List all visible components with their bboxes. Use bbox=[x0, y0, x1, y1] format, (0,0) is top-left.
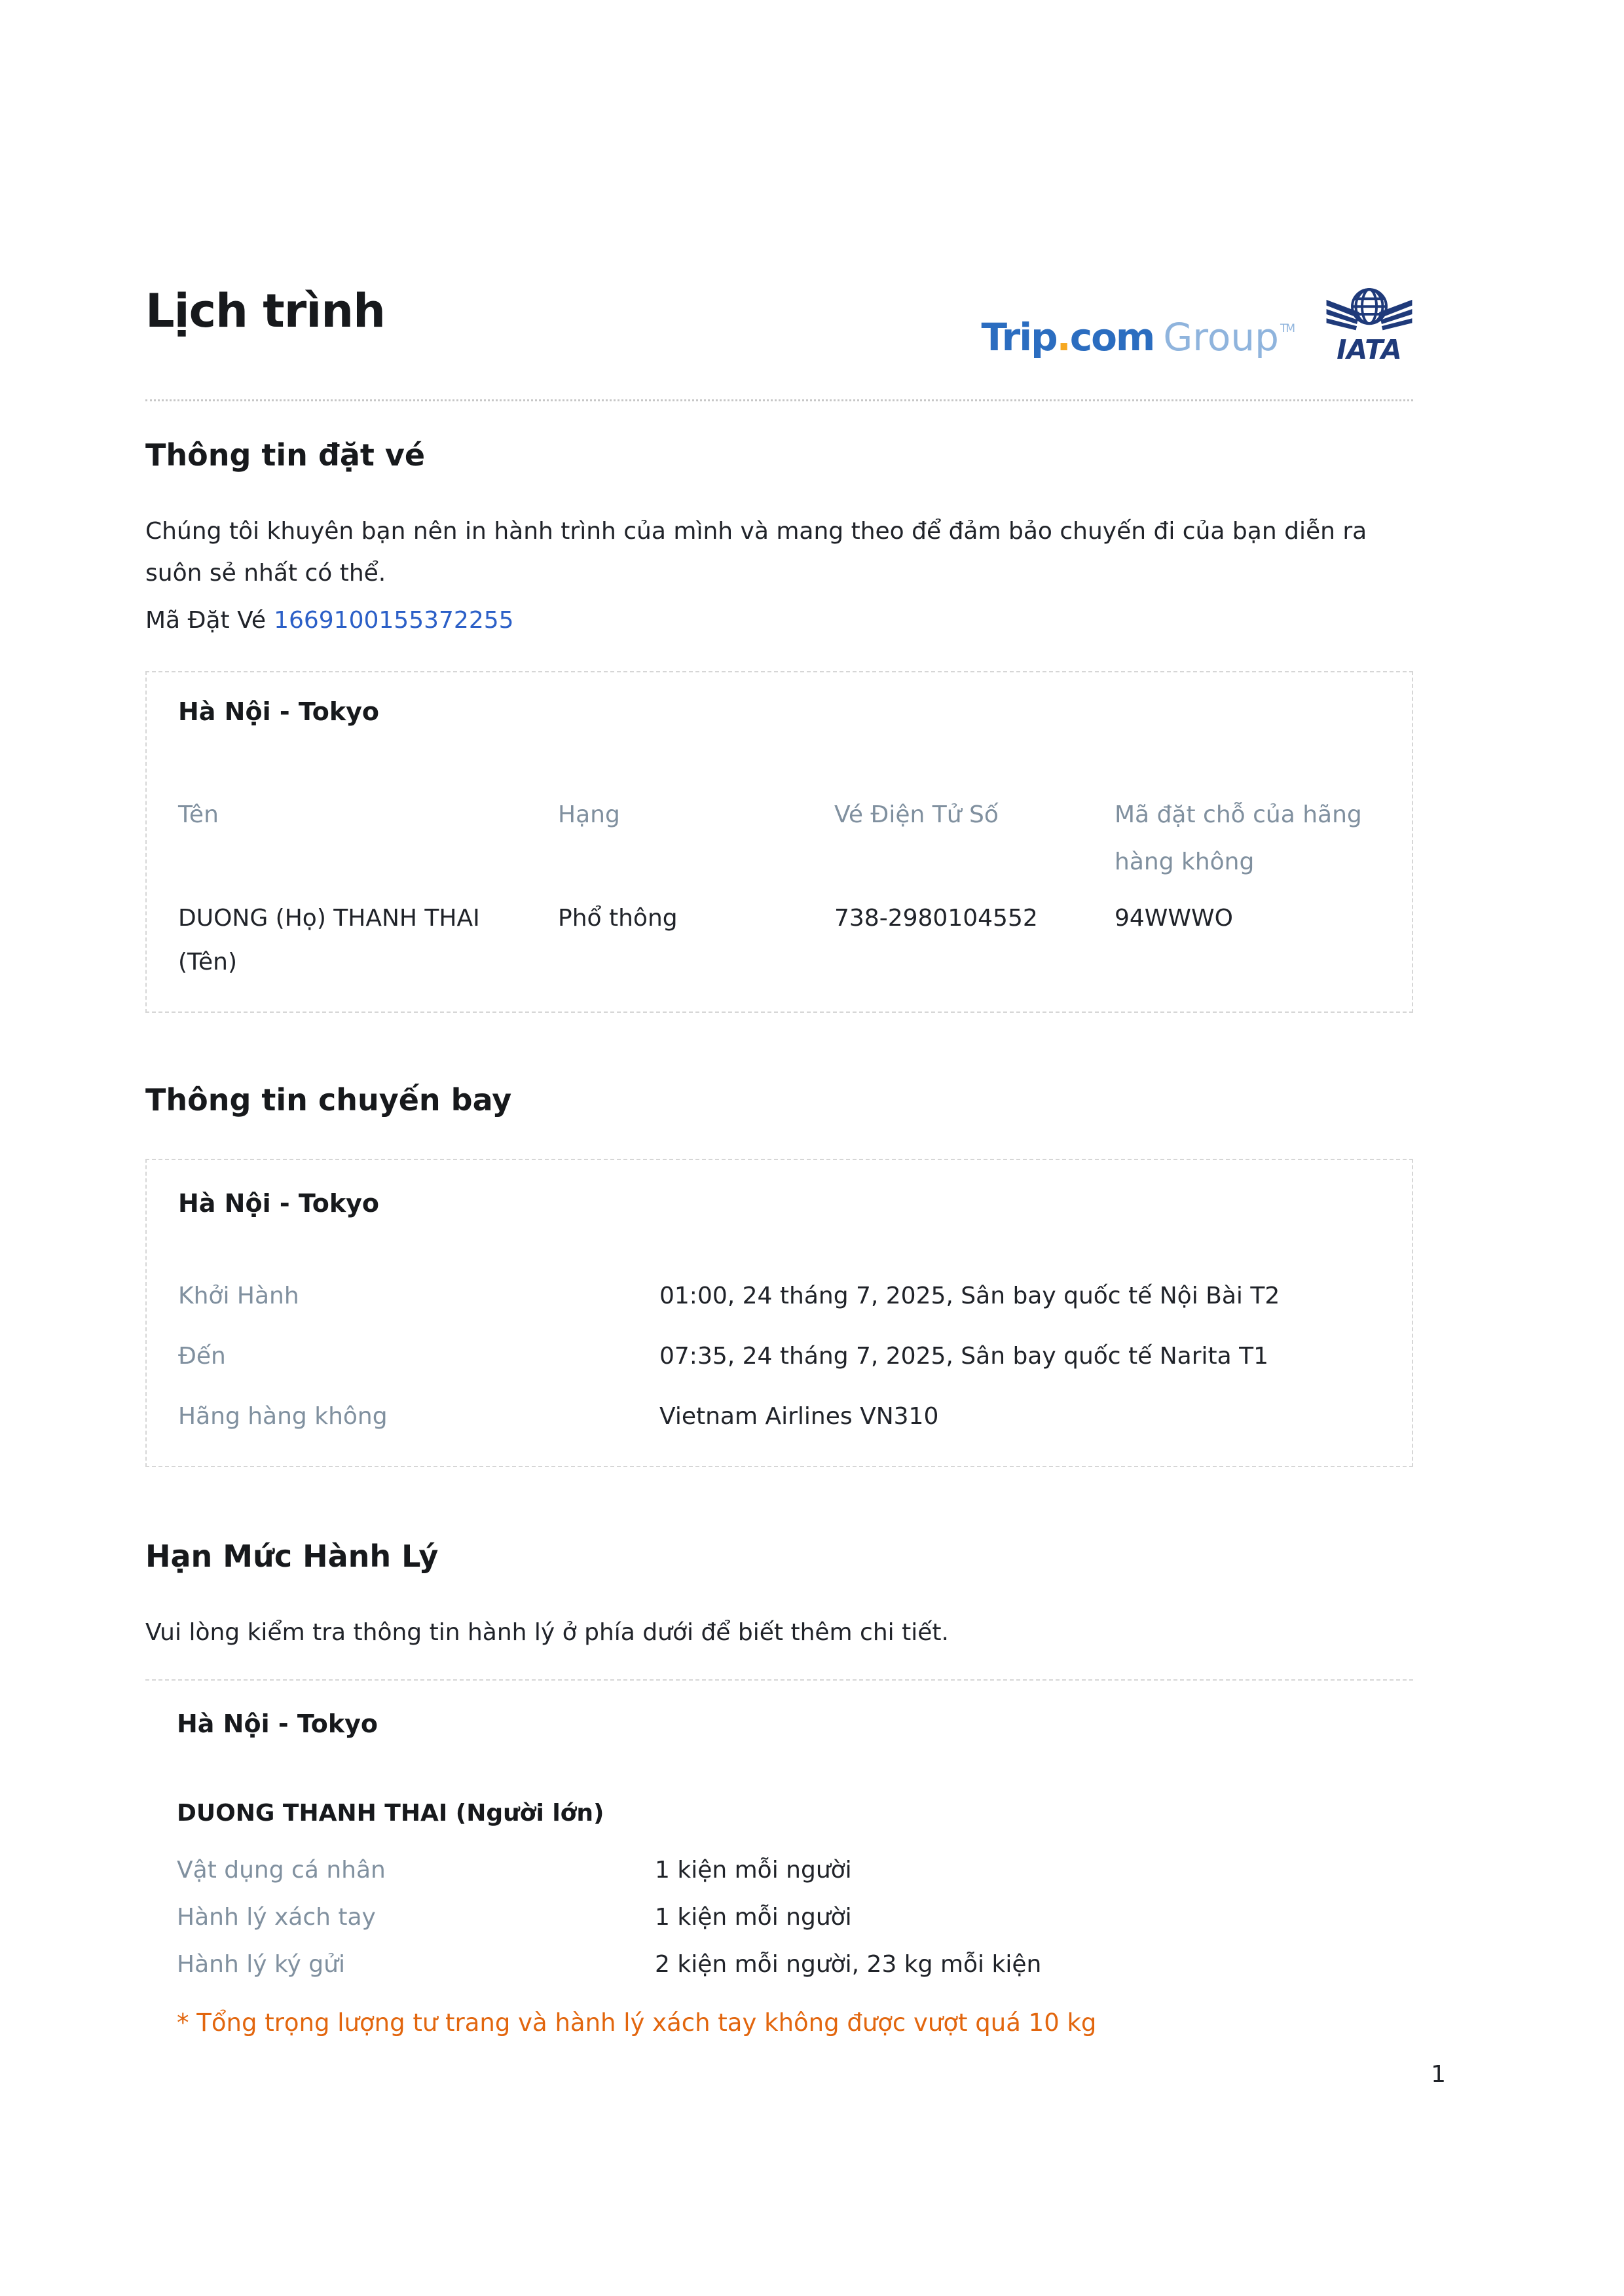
departure-value: 01:00, 24 tháng 7, 2025, Sân bay quốc tế Nội Bài T2 bbox=[659, 1283, 1280, 1309]
iata-left-wing bbox=[1327, 300, 1359, 331]
flight-route-title: Hà Nội - Tokyo bbox=[178, 1189, 379, 1218]
passenger-name-cell: DUONG (Họ) THANH THAI (Tên) bbox=[178, 905, 480, 975]
baggage-section bbox=[145, 1539, 1428, 2039]
flight-section bbox=[145, 1083, 1428, 1467]
tripcom-logo bbox=[981, 315, 1294, 359]
booking-card bbox=[145, 671, 1413, 1013]
header-divider bbox=[145, 399, 1413, 401]
baggage-warning-note: * Tổng trọng lượng tư trang và hành lý xách tay không được vượt quá 10 kg bbox=[177, 2009, 1097, 2037]
iata-logo bbox=[1325, 282, 1413, 380]
airline-pnr-cell: 94WWWO bbox=[1115, 905, 1233, 932]
booking-table-row bbox=[178, 896, 1380, 984]
checked-baggage-label: Hành lý ký gửi bbox=[177, 1951, 345, 1978]
baggage-passenger-name: DUONG THANH THAI (Người lớn) bbox=[177, 1800, 604, 1827]
eticket-number-cell: 738-2980104552 bbox=[834, 905, 1038, 932]
page-title: Lịch trình bbox=[145, 284, 385, 338]
booking-route-title: Hà Nội - Tokyo bbox=[178, 697, 379, 726]
booking-section bbox=[145, 438, 1428, 1013]
carry-on-value: 1 kiện mỗi người bbox=[655, 1904, 852, 1931]
baggage-note: Vui lòng kiểm tra thông tin hành lý ở phía dưới để biết thêm chi tiết. bbox=[145, 1619, 949, 1646]
booking-code-label: Mã Đặt Vé bbox=[145, 607, 267, 634]
baggage-card bbox=[145, 1679, 1413, 2039]
personal-item-value: 1 kiện mỗi người bbox=[655, 1857, 852, 1884]
iata-logo-text: IATA bbox=[1337, 333, 1402, 365]
baggage-route-title: Hà Nội - Tokyo bbox=[177, 1709, 378, 1738]
iata-right-wing bbox=[1379, 300, 1412, 331]
checked-baggage-value: 2 kiện mỗi người, 23 kg mỗi kiện bbox=[655, 1951, 1042, 1978]
tripcom-logo-dot: . bbox=[1056, 315, 1070, 359]
tripcom-logo-trip: Trip bbox=[981, 315, 1057, 359]
header bbox=[145, 285, 1413, 383]
booking-code-line bbox=[145, 600, 1428, 642]
tripcom-logo-group: Group bbox=[1163, 315, 1279, 359]
flight-details bbox=[178, 1281, 1380, 1432]
baggage-section-title: Hạn Mức Hành Lý bbox=[145, 1539, 439, 1574]
column-header-name: Tên bbox=[178, 801, 219, 828]
airline-label: Hãng hàng không bbox=[178, 1403, 388, 1430]
column-header-airline-pnr: Mã đặt chỗ của hãng hàng không bbox=[1115, 801, 1362, 875]
column-header-eticket: Vé Điện Tử Số bbox=[834, 801, 999, 828]
booking-table-header bbox=[178, 792, 1380, 886]
flight-card bbox=[145, 1159, 1413, 1467]
booking-note: Chúng tôi khuyên bạn nên in hành trình của mình và mang theo để đảm bảo chuyến đi của bạn diễn ra suôn sẻ nhất có thể. bbox=[145, 518, 1367, 587]
page-number: 1 bbox=[1431, 2061, 1446, 2088]
baggage-details bbox=[177, 1855, 1382, 1980]
iata-logo-graphic bbox=[1325, 282, 1413, 380]
flight-section-title: Thông tin chuyến bay bbox=[145, 1082, 512, 1118]
tripcom-logo-tm: TM bbox=[1280, 322, 1294, 335]
booking-section-title: Thông tin đặt vé bbox=[145, 437, 426, 473]
booking-code-link[interactable]: 1669100155372255 bbox=[274, 607, 514, 634]
arrival-label: Đến bbox=[178, 1343, 226, 1370]
carry-on-label: Hành lý xách tay bbox=[177, 1904, 376, 1931]
tripcom-logo-com: com bbox=[1069, 315, 1154, 359]
arrival-value: 07:35, 24 tháng 7, 2025, Sân bay quốc tế Narita T1 bbox=[659, 1343, 1269, 1370]
departure-label: Khởi Hành bbox=[178, 1283, 299, 1309]
header-logos bbox=[981, 280, 1413, 383]
cabin-class-cell: Phổ thông bbox=[558, 905, 678, 932]
personal-item-label: Vật dụng cá nhân bbox=[177, 1857, 386, 1884]
column-header-class: Hạng bbox=[558, 801, 620, 828]
airline-value: Vietnam Airlines VN310 bbox=[659, 1403, 939, 1430]
